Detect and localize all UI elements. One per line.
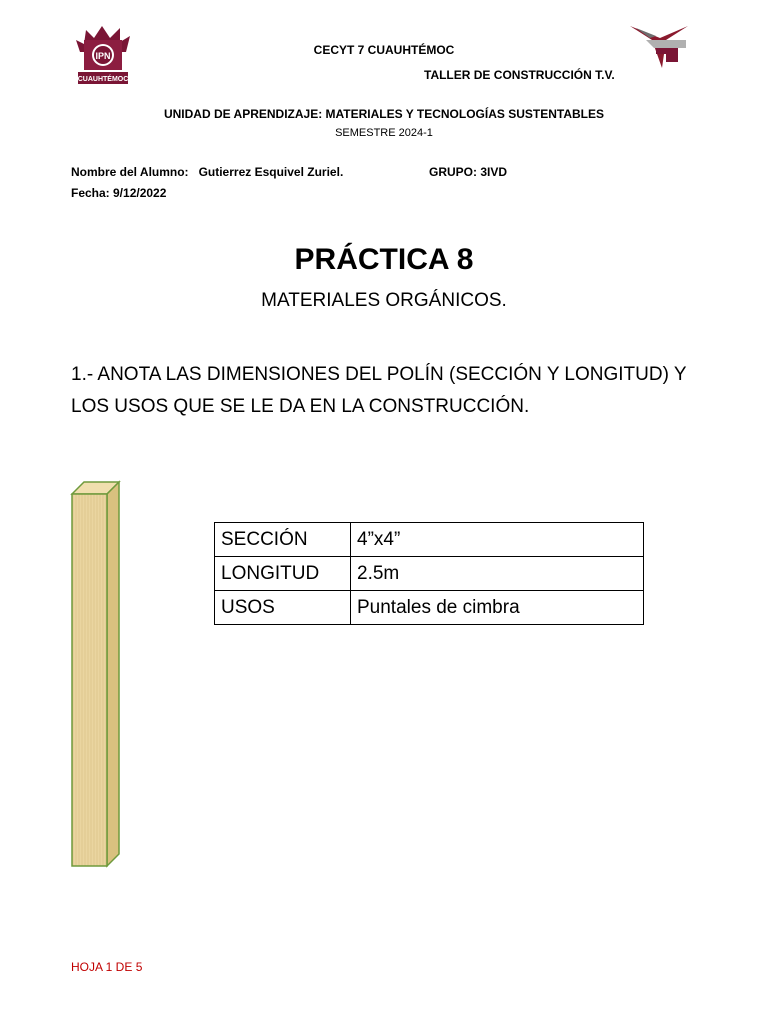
dimensions-table [214,522,644,625]
svg-text:IPN: IPN [95,51,111,61]
group: GRUPO: 3IVD [429,165,508,179]
workshop-name: TALLER DE CONSTRUCCIÓN T.V. [424,68,615,82]
table-cell-value: 4”x4” [351,523,644,557]
page-counter: HOJA 1 DE 5 [71,960,143,974]
svg-text:CUAUHTÉMOC: CUAUHTÉMOC [77,76,129,83]
practice-title: PRÁCTICA 8 [294,243,474,276]
question-line-2: LOS USOS QUE SE LE DA EN LA CONSTRUCCIÓN. [71,396,530,417]
table-cell-label: USOS [215,591,351,625]
table-cell-value: 2.5m [351,557,644,591]
school-name: CECYT 7 CUAUHTÉMOC [313,43,455,57]
student-name: Gutierrez Esquivel Zuriel. [198,165,344,179]
table-cell-value: Puntales de cimbra [351,591,644,625]
student-name-label: Nombre del Alumno: [71,165,189,179]
date: Fecha: 9/12/2022 [71,186,167,200]
student-name-line [71,165,343,179]
table-row [215,557,644,591]
question-line-1: 1.- ANOTA LAS DIMENSIONES DEL POLÍN (SECCIÓN Y LONGITUD) Y [71,364,687,385]
question [71,359,701,423]
semester: SEMESTRE 2024-1 [335,127,433,139]
learning-unit: UNIDAD DE APRENDIZAJE: MATERIALES Y TECNOLOGÍAS SUSTENTABLES [163,107,605,121]
table-cell-label: SECCIÓN [215,523,351,557]
wood-beam-illustration [66,478,126,872]
table-row [215,591,644,625]
practice-subtitle: MATERIALES ORGÁNICOS. [261,290,507,311]
table-cell-label: LONGITUD [215,557,351,591]
table-row [215,523,644,557]
